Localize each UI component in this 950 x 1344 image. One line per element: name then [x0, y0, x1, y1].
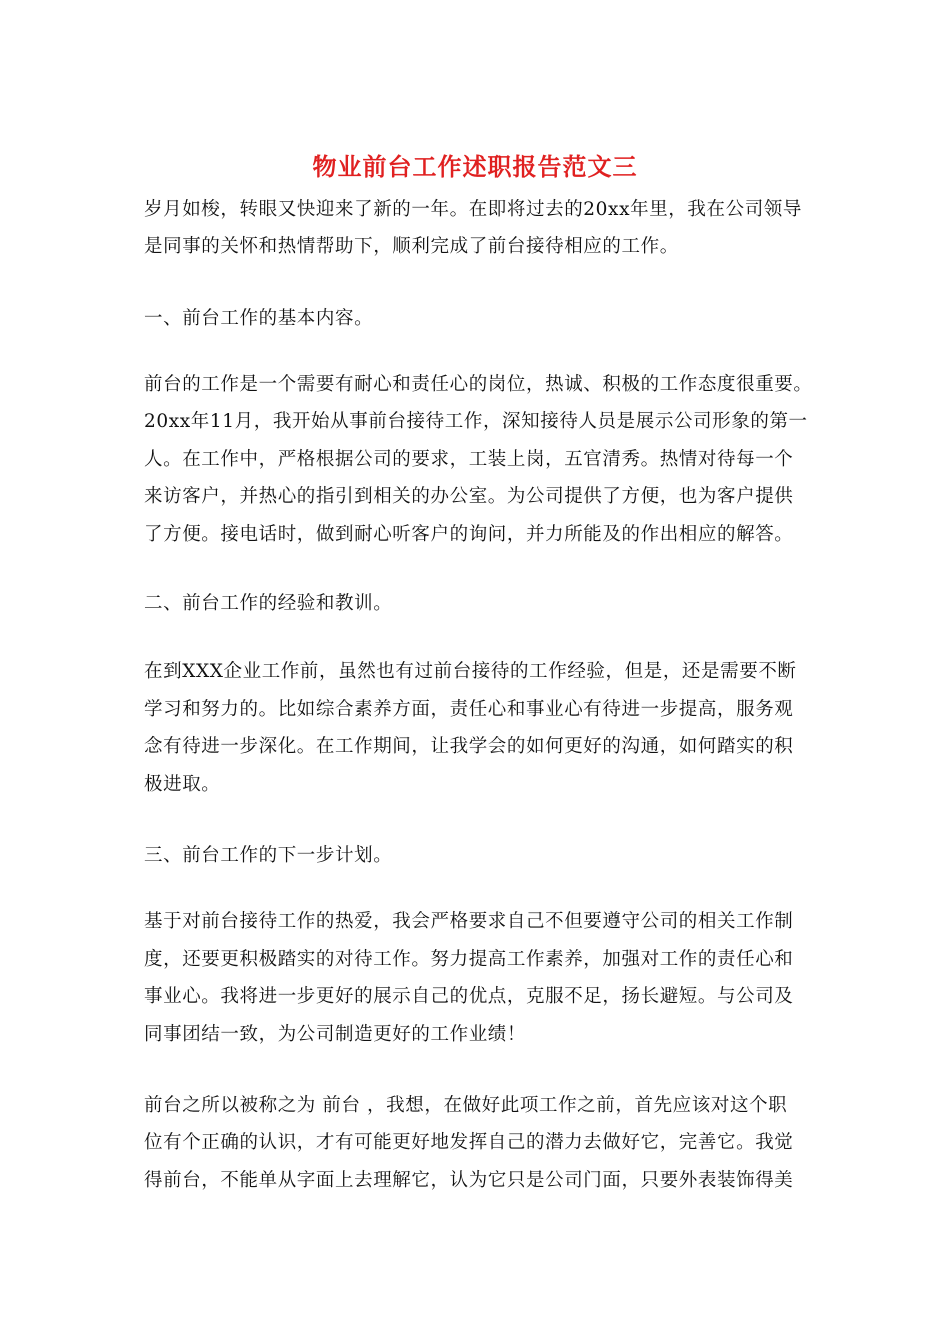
body-line: 学习和努力的。比如综合素养方面，责任心和事业心有待进一步提高，服务观 — [144, 699, 794, 720]
body-line: 得前台，不能单从字面上去理解它，认为它只是公司门面，只要外表装饰得美 — [144, 1170, 794, 1191]
body-line: 是同事的关怀和热情帮助下，顺利完成了前台接待相应的工作。 — [144, 236, 679, 257]
body-line: 岁月如梭，转眼又快迎来了新的一年。在即将过去的20xx年里，我在公司领导 — [144, 199, 803, 220]
body-line: 位有个正确的认识，才有可能更好地发挥自己的潜力去做好它，完善它。我觉 — [144, 1132, 794, 1153]
body-line: 基于对前台接待工作的热爱，我会严格要求自己不但要遵守公司的相关工作制 — [144, 911, 794, 932]
body-line: 人。在工作中，严格根据公司的要求，工装上岗，五官清秀。热情对待每一个 — [144, 449, 794, 470]
body-line: 前台之所以被称之为 前台 ，我想，在做好此项工作之前，首先应该对这个职 — [144, 1095, 788, 1116]
body-line: 事业心。我将进一步更好的展示自己的优点，克服不足，扬长避短。与公司及 — [144, 986, 794, 1007]
section-heading-3: 三、前台工作的下一步计划。 — [144, 845, 393, 866]
section-heading-1: 一、前台工作的基本内容。 — [144, 308, 374, 329]
body-line: 度，还要更积极踏实的对待工作。努力提高工作素养，加强对工作的责任心和 — [144, 949, 794, 970]
body-line: 20xx年11月，我开始从事前台接待工作，深知接待人员是展示公司形象的第一 — [144, 411, 808, 432]
document-title: 物业前台工作述职报告范文三 — [312, 152, 638, 181]
section-heading-2: 二、前台工作的经验和教训。 — [144, 593, 393, 614]
body-line: 同事团结一致，为公司制造更好的工作业绩！ — [144, 1024, 527, 1045]
body-line: 在到XXX企业工作前，虽然也有过前台接待的工作经验，但是，还是需要不断 — [144, 661, 797, 682]
body-line: 念有待进一步深化。在工作期间，让我学会的如何更好的沟通，如何踏实的积 — [144, 736, 794, 757]
body-line: 前台的工作是一个需要有耐心和责任心的岗位，热诚、积极的工作态度很重要。 — [144, 374, 813, 395]
body-line: 极进取。 — [144, 774, 221, 795]
body-line: 来访客户，并热心的指引到相关的办公室。为公司提供了方便，也为客户提供 — [144, 486, 794, 507]
body-line: 了方便。接电话时，做到耐心听客户的询问，并力所能及的作出相应的解答。 — [144, 524, 794, 545]
